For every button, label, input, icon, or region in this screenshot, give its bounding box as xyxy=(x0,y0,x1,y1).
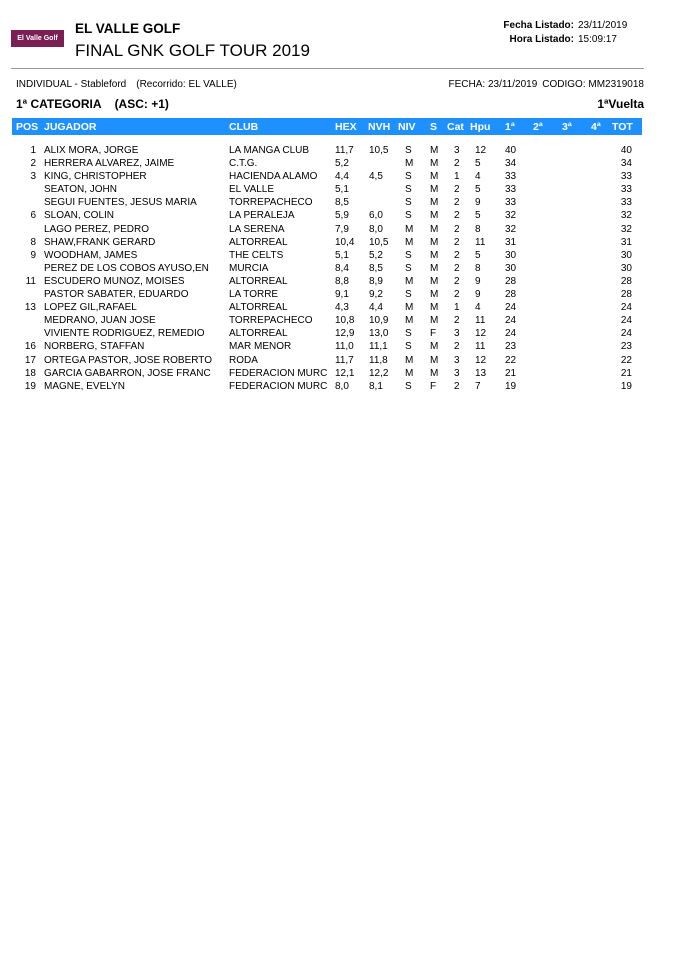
table-row xyxy=(12,355,642,368)
player-name: HERRERA ÁLVAREZ, JAIME xyxy=(44,158,175,170)
sex: M xyxy=(430,236,439,248)
listing-date-label: Fecha Listado: xyxy=(503,20,574,31)
player-name: LAGO PEREZ, PEDRO xyxy=(44,223,150,235)
results-table xyxy=(12,145,642,394)
hpu: 12 xyxy=(475,354,487,366)
category: 2 xyxy=(454,380,460,392)
club-name-cell: MAR MENOR xyxy=(229,341,292,353)
player-name: WOODHAM, JAMES xyxy=(44,249,138,261)
listing-time-label: Hora Listado: xyxy=(509,34,574,45)
competition-meta xyxy=(449,79,644,90)
club-name-cell: HACIENDA ALAMO xyxy=(229,171,318,183)
category: 2 xyxy=(454,197,460,209)
sex: M xyxy=(430,262,439,274)
niv: S xyxy=(405,171,412,183)
listing-date-value: 23/11/2019 xyxy=(578,20,628,31)
hpu: 7 xyxy=(475,380,481,392)
total-score: 28 xyxy=(620,275,632,287)
round-1-score: 28 xyxy=(505,275,517,287)
hex: 7,9 xyxy=(335,223,349,235)
total-score: 24 xyxy=(620,302,632,314)
round-1-score: 24 xyxy=(505,315,517,327)
club-name-cell: C.T.G. xyxy=(229,158,258,170)
player-name: KING, CHRISTOPHER xyxy=(44,171,147,183)
sex: M xyxy=(430,302,439,314)
hpu: 9 xyxy=(475,197,481,209)
nvh: 4,4 xyxy=(369,302,383,314)
position: 2 xyxy=(30,158,36,170)
club-name-cell: ALTORREAL xyxy=(229,302,288,314)
niv: S xyxy=(405,249,412,261)
nvh: 8,0 xyxy=(369,223,383,235)
niv: S xyxy=(405,197,412,209)
round-1-score: 32 xyxy=(505,223,517,235)
hex: 5,1 xyxy=(335,249,349,261)
hpu: 9 xyxy=(475,275,481,287)
position: 9 xyxy=(30,249,36,261)
sex: M xyxy=(430,197,439,209)
round-1-score: 33 xyxy=(505,197,517,209)
total-score: 30 xyxy=(620,262,632,274)
hex: 11,7 xyxy=(335,354,354,366)
category: 2 xyxy=(454,158,460,170)
nvh: 13,0 xyxy=(369,328,389,340)
round-1-score: 30 xyxy=(505,262,517,274)
position: 6 xyxy=(30,210,36,222)
round-1-score: 30 xyxy=(505,249,517,261)
position: 3 xyxy=(30,171,36,183)
club-name-cell: LA TORRE xyxy=(229,289,279,301)
club-name-cell: FEDERACION MURC xyxy=(229,380,328,392)
table-row xyxy=(12,184,642,197)
player-name: ESCUDERO MUÑOZ, MOISÉS xyxy=(44,275,185,287)
sex: M xyxy=(430,249,439,261)
club-name-cell: ALTORREAL xyxy=(229,275,288,287)
hex: 10,8 xyxy=(335,315,355,327)
round-1-score: 33 xyxy=(505,171,517,183)
nvh: 5,2 xyxy=(369,249,383,261)
nvh: 10,5 xyxy=(369,145,389,156)
col-cat: Cat xyxy=(447,121,464,133)
sex: M xyxy=(430,354,439,366)
nvh: 8,5 xyxy=(369,262,383,274)
sex: M xyxy=(430,171,439,183)
table-row xyxy=(12,171,642,184)
club-name-cell: FEDERACION MURC xyxy=(229,367,328,379)
nvh: 11,8 xyxy=(369,354,388,366)
player-name: LOPEZ GIL,RAFAEL xyxy=(44,302,137,314)
col-pos: POS xyxy=(16,121,39,133)
player-name: PASTOR SABATER, EDUARDO xyxy=(44,289,189,301)
col-hpu: Hpu xyxy=(470,121,491,133)
table-row xyxy=(12,289,642,302)
total-score: 21 xyxy=(620,367,632,379)
total-score: 23 xyxy=(620,341,632,353)
hpu: 9 xyxy=(475,289,481,301)
niv: M xyxy=(405,158,414,170)
category: 2 xyxy=(454,223,460,235)
hpu: 5 xyxy=(475,184,481,196)
hex: 8,5 xyxy=(335,197,349,209)
position: 11 xyxy=(25,275,36,287)
sex: M xyxy=(430,367,439,379)
position: 19 xyxy=(24,380,36,392)
total-score: 24 xyxy=(620,328,632,340)
sex: M xyxy=(430,341,439,353)
table-row xyxy=(12,263,642,276)
player-name: VIVIENTE RODRÍGUEZ, REMEDIO xyxy=(44,328,205,340)
category: 1 xyxy=(454,171,460,183)
competition-code: CODIGO: MM2319018 xyxy=(542,79,644,90)
club-name: EL VALLE GOLF xyxy=(75,21,181,36)
category-asc: (ASC: +1) xyxy=(114,97,169,111)
listing-time-value: 15:09:17 xyxy=(578,34,617,45)
club-logo: El Valle Golf xyxy=(11,30,64,47)
table-row xyxy=(12,276,642,289)
niv: M xyxy=(405,315,414,327)
col-niv: NIV xyxy=(398,121,416,133)
round-1-score: 23 xyxy=(505,341,517,353)
col-hex: HEX xyxy=(335,121,357,133)
club-name-cell: TORREPACHECO xyxy=(229,197,313,209)
hex: 5,2 xyxy=(335,158,349,170)
table-row xyxy=(12,224,642,237)
round-1-score: 28 xyxy=(505,289,517,301)
club-name-cell: EL VALLE xyxy=(229,184,275,196)
sex: M xyxy=(430,158,439,170)
hex: 4,3 xyxy=(335,302,349,314)
nvh: 11,1 xyxy=(369,341,388,353)
club-name-cell: THE CELTS xyxy=(229,249,284,261)
sex: M xyxy=(430,275,439,287)
niv: S xyxy=(405,341,412,353)
category: 3 xyxy=(454,367,460,379)
player-name: ALIX MORA, JORGE xyxy=(44,145,139,156)
round-1-score: 24 xyxy=(505,302,517,314)
col-player: JUGADOR xyxy=(44,121,97,133)
category-name: 1ª CATEGORIA xyxy=(16,97,102,111)
col-round-3: 3ª xyxy=(562,121,572,133)
sex: M xyxy=(430,145,439,156)
table-row xyxy=(12,210,642,223)
niv: M xyxy=(405,367,414,379)
round-1-score: 24 xyxy=(505,328,517,340)
position: 8 xyxy=(30,236,36,248)
round-1-score: 33 xyxy=(505,184,517,196)
col-club: CLUB xyxy=(229,121,259,133)
table-header xyxy=(12,118,642,135)
table-row xyxy=(12,250,642,263)
course: (Recorrido: EL VALLE) xyxy=(136,79,237,90)
category: 1 xyxy=(454,302,460,314)
hpu: 13 xyxy=(475,367,487,379)
header-divider xyxy=(11,68,644,69)
hex: 4,4 xyxy=(335,171,349,183)
sex: F xyxy=(430,380,437,392)
hpu: 4 xyxy=(475,171,481,183)
event-title: FINAL GNK GOLF TOUR 2019 xyxy=(75,41,310,60)
niv: S xyxy=(405,262,412,274)
club-name-cell: LA PERALEJA xyxy=(229,210,295,222)
hpu: 5 xyxy=(475,210,481,222)
niv: S xyxy=(405,210,412,222)
category: 2 xyxy=(454,262,460,274)
hex: 8,4 xyxy=(335,262,349,274)
round-1-score: 40 xyxy=(505,145,517,156)
round-1-score: 32 xyxy=(505,210,517,222)
category: 3 xyxy=(454,354,460,366)
competition-date: FECHA: 23/11/2019 xyxy=(448,79,538,90)
sex: M xyxy=(430,223,439,235)
niv: S xyxy=(405,328,412,340)
hpu: 12 xyxy=(475,328,487,340)
hpu: 5 xyxy=(475,158,481,170)
category: 2 xyxy=(454,210,460,222)
nvh: 6,0 xyxy=(369,210,383,222)
position: 1 xyxy=(30,145,36,156)
category: 2 xyxy=(454,289,460,301)
hpu: 8 xyxy=(475,223,481,235)
table-row xyxy=(12,341,642,354)
nvh: 9,2 xyxy=(369,289,383,301)
niv: S xyxy=(405,145,412,156)
table-row xyxy=(12,158,642,171)
hex: 9,1 xyxy=(335,289,349,301)
category: 2 xyxy=(454,315,460,327)
sex: M xyxy=(430,184,439,196)
competition-info xyxy=(16,79,237,90)
round-1-score: 31 xyxy=(505,236,517,248)
total-score: 40 xyxy=(620,145,632,156)
hex: 8,8 xyxy=(335,275,349,287)
table-row xyxy=(12,328,642,341)
nvh: 8,9 xyxy=(369,275,383,287)
club-name-cell: ALTORREAL xyxy=(229,328,288,340)
total-score: 33 xyxy=(620,171,632,183)
niv: M xyxy=(405,302,414,314)
table-row xyxy=(12,237,642,250)
table-row xyxy=(12,302,642,315)
category: 3 xyxy=(454,145,460,156)
col-total: TOT xyxy=(612,121,633,133)
total-score: 32 xyxy=(620,210,632,222)
total-score: 33 xyxy=(620,184,632,196)
table-row xyxy=(12,197,642,210)
position: 17 xyxy=(24,354,36,366)
nvh: 10,5 xyxy=(369,236,389,248)
hex: 5,1 xyxy=(335,184,349,196)
category: 2 xyxy=(454,275,460,287)
club-name-cell: RODA xyxy=(229,354,258,366)
total-score: 22 xyxy=(620,354,632,366)
col-nvh: NVH xyxy=(368,121,391,133)
total-score: 30 xyxy=(620,249,632,261)
col-round-2: 2ª xyxy=(533,121,543,133)
round-label: 1ªVuelta xyxy=(597,97,644,111)
col-sex: S xyxy=(430,121,438,133)
table-row xyxy=(12,368,642,381)
hex: 11,7 xyxy=(335,145,354,156)
hpu: 4 xyxy=(475,302,481,314)
round-1-score: 21 xyxy=(505,367,517,379)
listing-date xyxy=(502,20,627,31)
modality: INDIVIDUAL - Stableford xyxy=(16,79,127,90)
sex: M xyxy=(430,315,439,327)
niv: S xyxy=(405,380,412,392)
hex: 8,0 xyxy=(335,380,349,392)
hex: 11,0 xyxy=(335,341,354,353)
player-name: PEREZ DE LOS COBOS AYUSO,EN xyxy=(44,262,209,274)
sex: M xyxy=(430,289,439,301)
sex: M xyxy=(430,210,439,222)
total-score: 28 xyxy=(620,289,632,301)
table-row xyxy=(12,145,642,158)
niv: S xyxy=(405,184,412,196)
round-1-score: 34 xyxy=(505,158,517,170)
player-name: SEGUI FUENTES, JESÚS MARÍA xyxy=(44,197,197,209)
col-round-4: 4ª xyxy=(591,121,601,133)
total-score: 32 xyxy=(620,223,632,235)
nvh: 8,1 xyxy=(369,380,383,392)
niv: M xyxy=(405,354,414,366)
total-score: 19 xyxy=(620,380,632,392)
hpu: 5 xyxy=(475,249,481,261)
total-score: 24 xyxy=(620,315,632,327)
club-name-cell: MURCIA xyxy=(229,262,269,274)
total-score: 34 xyxy=(620,158,632,170)
category: 2 xyxy=(454,341,460,353)
table-row xyxy=(12,381,642,394)
category: 2 xyxy=(454,236,460,248)
nvh: 12,2 xyxy=(369,367,389,379)
club-name-cell: LA SERENA xyxy=(229,223,285,235)
round-1-score: 19 xyxy=(505,380,517,392)
club-name-cell: TORREPACHECO xyxy=(229,315,313,327)
category: 2 xyxy=(454,249,460,261)
niv: M xyxy=(405,275,414,287)
player-name: NORBERG, STAFFAN xyxy=(44,341,145,353)
niv: M xyxy=(405,236,414,248)
player-name: GARCIA GABARRON, JOSE FRANC xyxy=(44,367,211,379)
round-1-score: 22 xyxy=(505,354,517,366)
hpu: 12 xyxy=(475,145,487,156)
nvh: 10,9 xyxy=(369,315,389,327)
category: 3 xyxy=(454,328,460,340)
hex: 12,1 xyxy=(335,367,355,379)
hex: 5,9 xyxy=(335,210,349,222)
position: 13 xyxy=(24,302,36,314)
hpu: 8 xyxy=(475,262,481,274)
niv: M xyxy=(405,223,414,235)
category-title xyxy=(16,97,169,111)
club-name-cell: LA MANGA CLUB xyxy=(229,145,310,156)
position: 16 xyxy=(24,341,36,353)
hpu: 11 xyxy=(475,236,486,248)
player-name: MAGNE, EVELYN xyxy=(44,380,125,392)
hpu: 11 xyxy=(475,341,486,353)
player-name: SLOAN, COLIN xyxy=(44,210,115,222)
sex: F xyxy=(430,328,437,340)
total-score: 31 xyxy=(620,236,632,248)
col-round-1: 1ª xyxy=(505,121,515,133)
nvh: 4,5 xyxy=(369,171,383,183)
listing-time xyxy=(502,34,617,45)
player-name: ORTEGA PASTOR, JOSÉ ROBERTO xyxy=(44,354,213,366)
hex: 12,9 xyxy=(335,328,355,340)
player-name: MEDRANO, JUAN JOSE xyxy=(44,315,156,327)
total-score: 33 xyxy=(620,197,632,209)
player-name: SEATON, JOHN xyxy=(44,184,117,196)
niv: S xyxy=(405,289,412,301)
table-row xyxy=(12,315,642,328)
category: 2 xyxy=(454,184,460,196)
hpu: 11 xyxy=(475,315,486,327)
hex: 10,4 xyxy=(335,236,355,248)
player-name: SHAW,FRANK GERARD xyxy=(44,236,156,248)
position: 18 xyxy=(24,367,36,379)
club-name-cell: ALTORREAL xyxy=(229,236,288,248)
